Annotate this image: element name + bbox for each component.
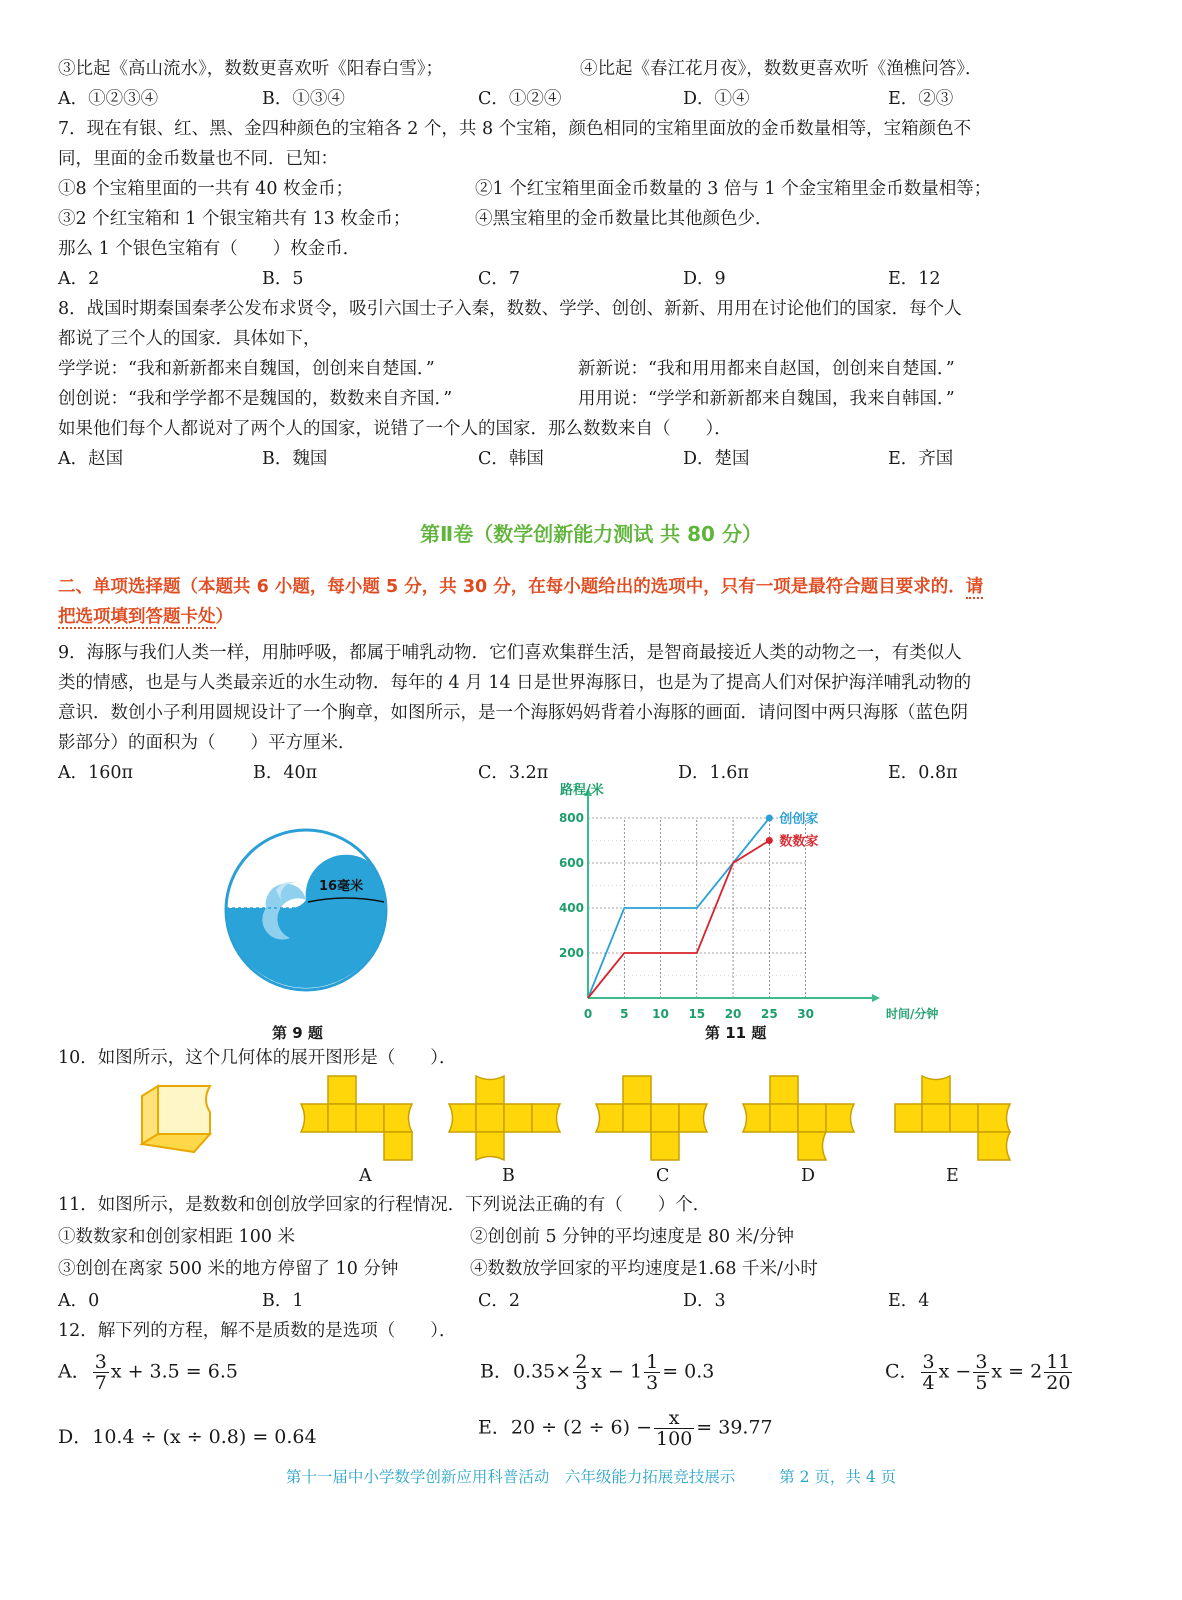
q8-statement-xuexue: 学学说：“我和新新都来自魏国，创创来自楚国．” xyxy=(58,359,435,379)
q9-stem-line-3: 意识．数创小子利用圆规设计了一个胸章，如图所示，是一个海豚妈妈背着小海豚的画面．请问图中两只海豚（蓝色阴 xyxy=(58,703,968,723)
section-heading-line-1 xyxy=(58,576,983,598)
q12-option-c-rest: x = 2 xyxy=(991,1360,1043,1383)
q7-option-d[interactable]: D．9 xyxy=(683,269,726,289)
q9-option-d[interactable]: D．1.6π xyxy=(678,763,749,783)
q9-dolphin-badge-figure xyxy=(216,820,396,1000)
q10-net-option-d[interactable] xyxy=(740,1073,860,1163)
q12-option-b-mid: x − 1 xyxy=(591,1360,643,1383)
q12-option-a-label: A． xyxy=(58,1360,91,1383)
q6-statement-4: ④比起《春江花月夜》，数数更喜欢听《渔樵问答》． xyxy=(580,59,983,79)
q11-option-b[interactable]: B．1 xyxy=(262,1291,304,1311)
section-heading-tail: 请 xyxy=(965,577,984,597)
fraction xyxy=(644,1352,660,1393)
denominator: 100 xyxy=(656,1428,693,1450)
q6-option-e[interactable]: E．②③ xyxy=(888,89,954,109)
chart-ticks xyxy=(559,811,814,1021)
q10-option-b-label[interactable]: B xyxy=(502,1166,515,1186)
denominator: 5 xyxy=(975,1372,988,1394)
numerator: 3 xyxy=(922,1351,935,1373)
q9-option-a[interactable]: A．160π xyxy=(58,763,134,783)
q12-option-d-equation: 10.4 ÷ (x ÷ 0.8) = 0.64 xyxy=(92,1426,317,1448)
q6-statement-3: ③比起《高山流水》，数数更喜欢听《阳春白雪》； xyxy=(58,59,443,79)
q10-option-c-label[interactable]: C xyxy=(656,1166,670,1186)
footer-page-number: 第 2 页，共 4 页 xyxy=(779,1468,897,1486)
section-heading-text: 二、单项选择题（本题共 6 小题，每小题 5 分，共 30 分，在每小题给出的选项中，只有一项是最符合题目要求的． xyxy=(58,577,966,597)
q12-option-c-mid: x − xyxy=(938,1360,972,1383)
section-heading-line-2 xyxy=(58,606,233,628)
q12-option-e[interactable] xyxy=(478,1408,773,1449)
q8-option-e[interactable]: E．齐国 xyxy=(888,449,954,469)
page-footer xyxy=(0,1465,1182,1487)
section-heading-close: ） xyxy=(215,607,233,627)
q11-figure-caption: 第 11 题 xyxy=(705,1024,767,1042)
q12-option-b-rest: = 0.3 xyxy=(662,1360,715,1383)
fraction xyxy=(93,1352,109,1393)
x-tick-label: 5 xyxy=(620,1007,629,1021)
x-tick-label: 10 xyxy=(652,1007,669,1021)
chart-series xyxy=(588,815,773,999)
q9-stem-line-2: 类的情感，也是与人类最亲近的水生动物．每年的 4 月 14 日是世界海豚日，也是为了提高人们对保护海洋哺乳动物的 xyxy=(58,673,972,693)
legend-label: 创创家 xyxy=(779,812,819,827)
footer-event-title: 第十一届中小学数学创新应用科普活动 六年级能力拓展竞技展示 xyxy=(285,1468,736,1486)
q12-option-e-label: E． xyxy=(478,1416,511,1439)
fraction xyxy=(973,1352,989,1393)
numerator: 2 xyxy=(575,1351,588,1373)
q12-question: 12．解下列的方程，解不是质数的是选项（ ）． xyxy=(58,1321,457,1341)
q12-option-d-label: D． xyxy=(58,1426,93,1448)
numerator: x xyxy=(654,1408,694,1429)
q12-option-a-rest: x + 3.5 = 6.5 xyxy=(110,1360,238,1383)
q6-option-c[interactable]: C．①②④ xyxy=(478,89,562,109)
q7-condition-1: ①8 个宝箱里面的一共有 40 枚金币； xyxy=(58,179,354,199)
q11-statement-2: ②创创前 5 分钟的平均速度是 80 米/分钟 xyxy=(470,1227,795,1247)
chart-legend xyxy=(778,811,818,850)
q12-option-b[interactable] xyxy=(480,1352,714,1393)
denominator: 4 xyxy=(922,1372,935,1394)
q6-option-a[interactable]: A．①②③④ xyxy=(58,89,159,109)
numerator: 11 xyxy=(1046,1351,1071,1373)
q11-statement-3: ③创创在离家 500 米的地方停留了 10 分钟 xyxy=(58,1259,399,1279)
q7-condition-2: ②1 个红宝箱里面金币数量的 3 倍与 1 个金宝箱里金币数量相等； xyxy=(475,179,992,199)
q10-option-e-label[interactable]: E xyxy=(946,1166,959,1186)
q12-option-b-pre: 0.35× xyxy=(512,1360,572,1383)
q9-stem-line-1: 9．海豚与我们人类一样，用肺呼吸，都属于哺乳动物．它们喜欢集群生活，是智商最接近人类的动物之一，有类似人 xyxy=(58,643,962,663)
q7-condition-4: ④黑宝箱里的金币数量比其他颜色少． xyxy=(475,209,773,229)
q8-option-b[interactable]: B．魏国 xyxy=(262,449,328,469)
y-tick-label: 200 xyxy=(558,946,584,960)
q10-question: 10．如图所示，这个几何体的展开图形是（ ）． xyxy=(58,1048,457,1068)
q8-statement-yongyong: 用用说：“学学和新新都来自魏国，我来自韩国．” xyxy=(578,389,955,409)
numerator: 3 xyxy=(94,1351,107,1373)
q8-option-a[interactable]: A．赵国 xyxy=(58,449,124,469)
denominator: 3 xyxy=(575,1372,588,1394)
series-endpoint xyxy=(766,837,773,844)
q10-option-a-label[interactable]: A xyxy=(359,1166,372,1186)
q10-net-option-c[interactable] xyxy=(593,1073,713,1163)
x-tick-label: 30 xyxy=(797,1007,814,1021)
solid-top-face xyxy=(154,1086,210,1134)
q12-option-e-rest: = 39.77 xyxy=(696,1416,773,1439)
q10-net-option-e[interactable] xyxy=(892,1073,1016,1163)
y-axis-label: 路程/米 xyxy=(560,783,604,798)
q8-stem-line-1: 8．战国时期秦国秦孝公发布求贤令，吸引六国士子入秦，数数、学学、创创、新新、用用在讨论他们的国家．每个人 xyxy=(58,299,962,319)
q10-solid-figure xyxy=(138,1082,218,1156)
q9-stem-line-4: 影部分）的面积为（ ）平方厘米． xyxy=(58,733,356,753)
q8-option-d[interactable]: D．楚国 xyxy=(683,449,750,469)
q9-option-e[interactable]: E．0.8π xyxy=(888,763,958,783)
x-tick-label: 25 xyxy=(760,1007,778,1021)
x-axis-arrow xyxy=(872,994,880,1002)
q8-stem-line-2: 都说了三个人的国家．具体如下， xyxy=(58,329,321,349)
q11-option-d[interactable]: D．3 xyxy=(683,1291,726,1311)
q7-option-e[interactable]: E．12 xyxy=(888,269,941,289)
q7-option-b[interactable]: B．5 xyxy=(262,269,304,289)
q11-statement-1: ①数数家和创创家相距 100 米 xyxy=(58,1227,296,1247)
fraction xyxy=(573,1352,589,1393)
q10-net-option-a[interactable] xyxy=(298,1073,418,1163)
q8-statement-xinxin: 新新说：“我和用用都来自赵国，创创来自楚国．” xyxy=(578,359,955,379)
q9-option-c[interactable]: C．3.2π xyxy=(478,763,549,783)
q7-stem-line-2: 同，里面的金币数量也不同．已知： xyxy=(58,149,338,169)
y-tick-label: 400 xyxy=(558,901,584,915)
q7-option-c[interactable]: C．7 xyxy=(478,269,521,289)
section-heading-emphasis: 把选项填到答题卡处 xyxy=(58,607,216,627)
q11-question: 11．如图所示，是数数和创创放学回家的行程情况．下列说法正确的有（ ）个． xyxy=(58,1195,711,1215)
series-endpoint xyxy=(766,815,773,822)
q11-statement-4: ④数数放学回家的平均速度是1.68 千米/小时 xyxy=(470,1259,818,1279)
q10-option-d-label[interactable]: D xyxy=(801,1166,816,1186)
q11-option-a[interactable]: A．0 xyxy=(58,1291,100,1311)
q9-option-b[interactable]: B．40π xyxy=(253,763,318,783)
denominator: 20 xyxy=(1046,1372,1071,1394)
q6-option-d[interactable]: D．①④ xyxy=(683,89,750,109)
solid-bottom-face xyxy=(142,1134,210,1152)
fraction xyxy=(1044,1352,1072,1393)
denominator: 3 xyxy=(646,1372,659,1394)
q7-option-a[interactable]: A．2 xyxy=(58,269,100,289)
q9-figure-caption: 第 9 题 xyxy=(272,1024,323,1042)
q10-net-option-b[interactable] xyxy=(446,1073,566,1163)
q12-option-d[interactable] xyxy=(58,1422,317,1449)
q6-option-b[interactable]: B．①③④ xyxy=(262,89,345,109)
q8-statement-chuangchuang: 创创说：“我和学学都不是魏国的，数数来自齐国．” xyxy=(58,389,453,409)
q7-condition-3: ③2 个红宝箱和 1 个银宝箱共有 13 枚金币； xyxy=(58,209,411,229)
q7-question: 那么 1 个银色宝箱有（ ）枚金币． xyxy=(58,239,361,259)
fraction xyxy=(654,1408,694,1449)
q7-stem-line-1: 7．现在有银、红、黑、金四种颜色的宝箱各 2 个，共 8 个宝箱，颜色相同的宝箱里面放的金币数量相等，宝箱颜色不 xyxy=(58,119,972,139)
x-tick-label: 0 xyxy=(583,1007,593,1021)
x-tick-label: 20 xyxy=(724,1007,742,1021)
q12-option-c[interactable] xyxy=(885,1352,1074,1393)
x-axis-label: 时间/分钟 xyxy=(886,1007,939,1021)
q12-option-a[interactable] xyxy=(58,1352,238,1393)
q12-option-c-label: C． xyxy=(885,1360,919,1383)
series-line-chuangchuang xyxy=(588,818,769,998)
fraction xyxy=(921,1352,937,1393)
denominator: 7 xyxy=(94,1372,107,1394)
section-title: 第Ⅱ卷（数学创新能力测试 共 80 分） xyxy=(420,522,762,546)
y-tick-label: 600 xyxy=(558,856,584,870)
legend-label: 数数家 xyxy=(779,834,819,850)
y-tick-label: 800 xyxy=(558,811,584,825)
q12-option-b-label: B． xyxy=(480,1360,513,1383)
q8-question: 如果他们每个人都说对了两个人的国家，说错了一个人的国家．那么数数来自（ ）． xyxy=(58,419,732,439)
q8-option-c[interactable]: C．韩国 xyxy=(478,449,544,469)
q11-option-e[interactable]: E．4 xyxy=(888,1291,930,1311)
measure-label-16mm: 16毫米 xyxy=(319,879,364,894)
numerator: 3 xyxy=(975,1351,988,1373)
x-tick-label: 15 xyxy=(688,1007,706,1021)
q11-option-c[interactable]: C．2 xyxy=(478,1291,521,1311)
numerator: 1 xyxy=(646,1351,659,1373)
series-line-shushu xyxy=(588,841,769,999)
q11-distance-time-chart xyxy=(552,780,952,1025)
q12-option-e-pre: 20 ÷ (2 ÷ 6) − xyxy=(510,1416,653,1439)
